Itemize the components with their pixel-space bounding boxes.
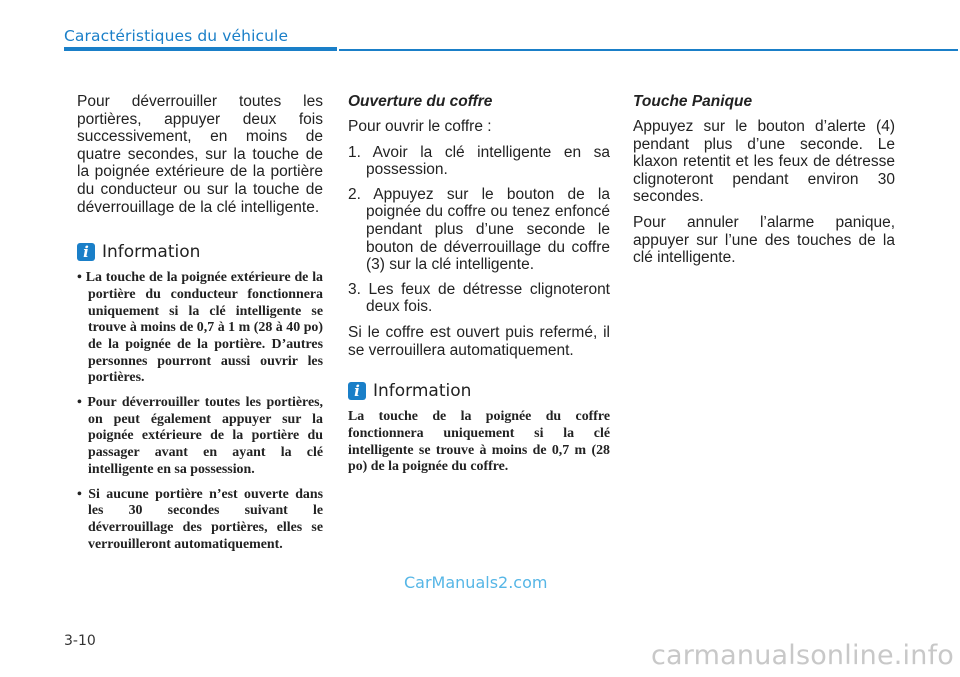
panic-instructions: Appuyez sur le bouton d’alerte (4) pendant plus d’une seconde. Le klaxon retentit et les feux de détresse clignoteront pendant environ 30 secondes. [633, 118, 895, 206]
section-heading-trunk: Ouverture du coffre [348, 93, 493, 110]
section-heading-panic: Touche Panique [633, 93, 753, 110]
column-left [77, 93, 323, 561]
info-title: Information [373, 381, 472, 402]
site-watermark: carmanualsonline.info [651, 640, 954, 671]
trunk-step: 2. Appuyez sur le bouton de la poignée du coffre ou tenez enfoncé pendant plus d’une seconde le bouton de déverrouillage du coffre (3) sur la clé intelligente. [348, 185, 610, 274]
page-number: 3-10 [64, 633, 96, 649]
section-title: Caractéristiques du véhicule [64, 27, 289, 45]
info-bullet: • Si aucune portière n’est ouverte dans les 30 secondes suivant le déverrouillage des portières, elles se verrouilleront automatiquement. [77, 486, 323, 552]
info-header [77, 242, 323, 262]
trunk-step: 3. Les feux de détresse clignoteront deux fois. [348, 280, 610, 316]
info-bullet: • Pour déverrouiller toutes les portières, on peut également appuyer sur la poignée extérieure de la portière du passager avant en ayant la clé intelligente en sa possession. [77, 395, 323, 477]
info-header [348, 381, 610, 401]
trunk-steps [348, 144, 610, 316]
info-icon: i [77, 243, 95, 261]
unlock-instructions: Pour déverrouiller toutes les portières, appuyer deux fois successivement, en moins de quatre secondes, sur la touche de la poignée extérieure de la portière du conducteur ou sur la touche de déverrouillage de la clé intelligente. [77, 93, 323, 216]
header-rule-thick [64, 47, 337, 51]
panic-cancel: Pour annuler l’alarme panique, appuyer sur l’une des touches de la clé intelligente. [633, 213, 895, 267]
header-rule-thin [339, 49, 958, 51]
info-title: Information [102, 242, 201, 263]
watermark-link[interactable]: CarManuals2.com [404, 573, 548, 592]
trunk-lead: Pour ouvrir le coffre : [348, 118, 492, 135]
trunk-info-text: La touche de la poignée du coffre fonctionnera uniquement si la clé intelligente se trouve à moins de 0,7 m (28 po) de la poignée du coffre. [348, 409, 610, 475]
column-middle [348, 93, 610, 476]
info-bullet-list [77, 270, 323, 553]
info-bullet: • La touche de la poignée extérieure de la portière du conducteur fonctionnera uniquement si la clé intelligente se trouve à moins de 0,7 à 1 m (28 à 40 po) de la poignée de la portière. D’autres personnes pourront aussi ouvrir les portières. [77, 270, 323, 386]
trunk-step: 1. Avoir la clé intelligente en sa possession. [348, 143, 610, 179]
column-right [633, 93, 895, 275]
trunk-autolock: Si le coffre est ouvert puis refermé, il se verrouillera automatiquement. [348, 323, 610, 359]
info-icon: i [348, 382, 366, 400]
